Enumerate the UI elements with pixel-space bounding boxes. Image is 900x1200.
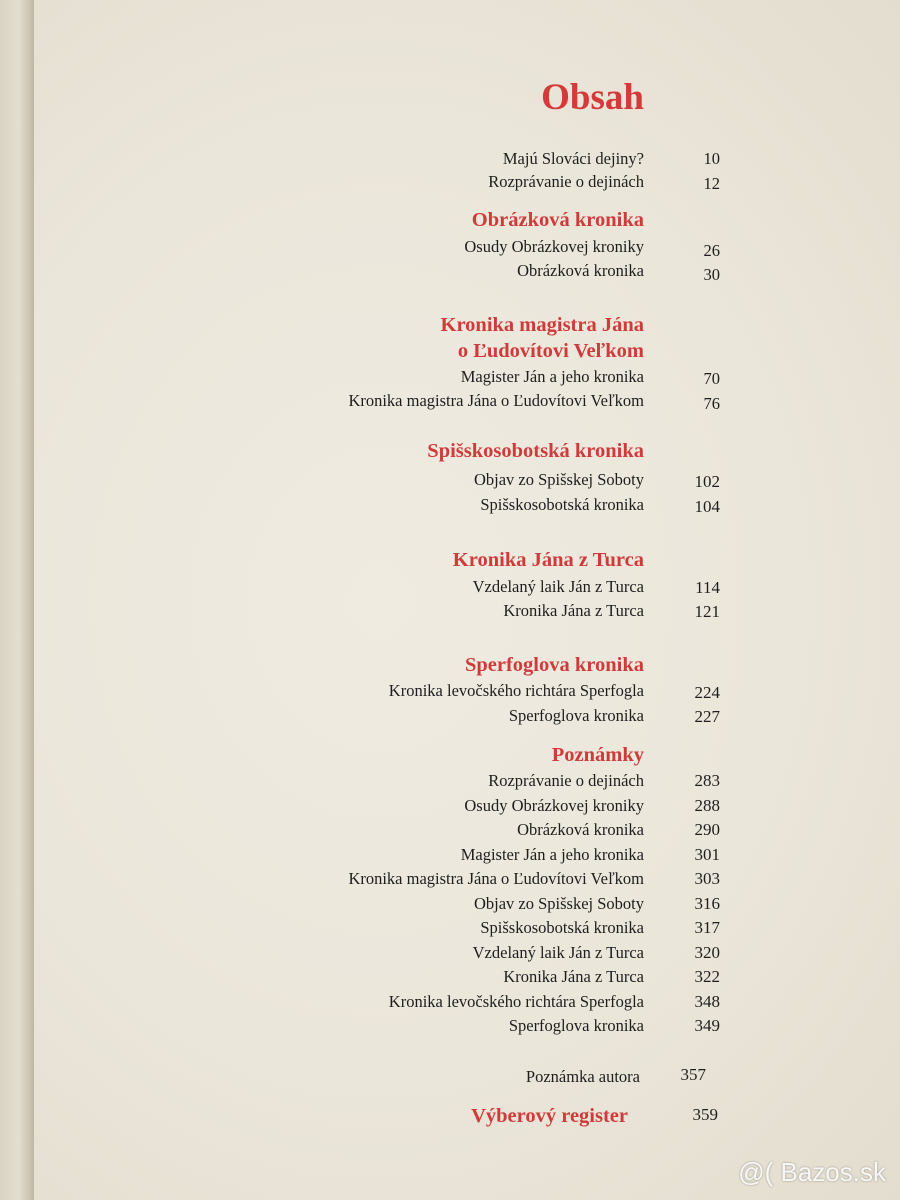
notes-entry-kronika-levocskeho-richtara: Kronika levočského richtára Sperfogla <box>388 992 644 1011</box>
section-heading-kronika-jana-z-turca: Kronika Jána z Turca <box>452 549 644 571</box>
toc-entry-poznamka-autora: Poznámka autora <box>525 1067 640 1086</box>
toc-page-number: 10 <box>703 149 720 168</box>
toc-page-number: 70 <box>703 369 720 388</box>
toc-page-number: 359 <box>692 1105 718 1124</box>
section-heading-sperfoglova-kronika: Sperfoglova kronika <box>464 654 644 676</box>
section-heading-kronika-magistra-jana: Kronika magistra Jána <box>440 314 644 336</box>
section-heading-spisskosobotska-kronika: Spišskosobotská kronika <box>427 440 644 462</box>
toc-entry-objav-zo-spisskej-soboty: Objav zo Spišskej Soboty <box>473 470 644 489</box>
toc-page-number: 102 <box>694 472 720 491</box>
toc-page-number: 322 <box>694 967 720 986</box>
toc-entry-rozpravanie-o-dejinach: Rozprávanie o dejinách <box>488 172 644 191</box>
section-heading-vyberovy-register: Výberový register <box>471 1105 628 1127</box>
notes-entry-objav-zo-spisskej-soboty: Objav zo Spišskej Soboty <box>473 894 644 913</box>
page-title: Obsah <box>541 77 644 118</box>
toc-page-number: 316 <box>694 894 720 913</box>
toc-page-number: 76 <box>703 394 720 413</box>
notes-entry-kronika-magistra-jana: Kronika magistra Jána o Ľudovítovi Veľkom <box>348 869 644 888</box>
toc-page-number: 357 <box>680 1065 706 1084</box>
notes-entry-kronika-jana-z-turca: Kronika Jána z Turca <box>503 967 644 986</box>
toc-page-number: 227 <box>694 707 720 726</box>
toc-page-number: 290 <box>694 820 720 839</box>
toc-entry-kronika-magistra-jana: Kronika magistra Jána o Ľudovítovi Veľkom <box>348 391 644 410</box>
toc-entry-sperfoglova-kronika: Sperfoglova kronika <box>508 706 644 725</box>
toc-entry-kronika-jana-z-turca: Kronika Jána z Turca <box>503 601 644 620</box>
toc-entry-osudy-obrazkovej-kroniky: Osudy Obrázkovej kroniky <box>464 237 644 256</box>
toc-entry-vzdelany-laik-jan-z-turca: Vzdelaný laik Ján z Turca <box>472 577 644 596</box>
toc-page-number: 114 <box>695 578 720 597</box>
toc-page-number: 104 <box>694 497 720 516</box>
notes-entry-osudy-obrazkovej-kroniky: Osudy Obrázkovej kroniky <box>464 796 644 815</box>
toc-entry-spisskosobotska-kronika: Spišskosobotská kronika <box>480 495 644 514</box>
toc-page-number: 121 <box>694 602 720 621</box>
toc-entry-magister-jan-a-jeho-kronika: Magister Ján a jeho kronika <box>460 367 644 386</box>
section-heading-o-ludovitovi-velkom: o Ľudovítovi Veľkom <box>457 340 644 362</box>
toc-entry-obrazkova-kronika: Obrázková kronika <box>517 261 644 280</box>
toc-page-number: 320 <box>694 943 720 962</box>
book-spine-edge <box>0 0 34 1200</box>
toc-entry-maju-slovaci-dejiny: Majú Slováci dejiny? <box>502 149 644 168</box>
notes-entry-vzdelany-laik-jan-z-turca: Vzdelaný laik Ján z Turca <box>472 943 644 962</box>
toc-page-number: 224 <box>694 683 720 702</box>
toc-page-number: 348 <box>694 992 720 1011</box>
toc-entry-kronika-levocskeho-richtara: Kronika levočského richtára Sperfogla <box>388 681 644 700</box>
toc-page-number: 288 <box>694 796 720 815</box>
toc-page-number: 301 <box>694 845 720 864</box>
bazos-watermark: @( Bazos.sk <box>738 1157 886 1187</box>
toc-page-number: 26 <box>703 241 720 260</box>
toc-page-number: 317 <box>694 918 720 937</box>
notes-entry-obrazkova-kronika: Obrázková kronika <box>517 820 644 839</box>
section-heading-poznamky: Poznámky <box>551 744 644 766</box>
book-page <box>34 0 900 1200</box>
toc-page-number: 283 <box>694 771 720 790</box>
notes-entry-magister-jan-a-jeho-kronika: Magister Ján a jeho kronika <box>460 845 644 864</box>
toc-page-number: 30 <box>703 265 720 284</box>
section-heading-obrazkova-kronika: Obrázková kronika <box>471 209 644 231</box>
notes-entry-sperfoglova-kronika: Sperfoglova kronika <box>508 1016 644 1035</box>
notes-entry-rozpravanie-o-dejinach: Rozprávanie o dejinách <box>488 771 644 790</box>
toc-page-number: 12 <box>703 174 720 193</box>
toc-page-number: 349 <box>694 1016 720 1035</box>
notes-entry-spisskosobotska-kronika: Spišskosobotská kronika <box>480 918 644 937</box>
toc-page-number: 303 <box>694 869 720 888</box>
